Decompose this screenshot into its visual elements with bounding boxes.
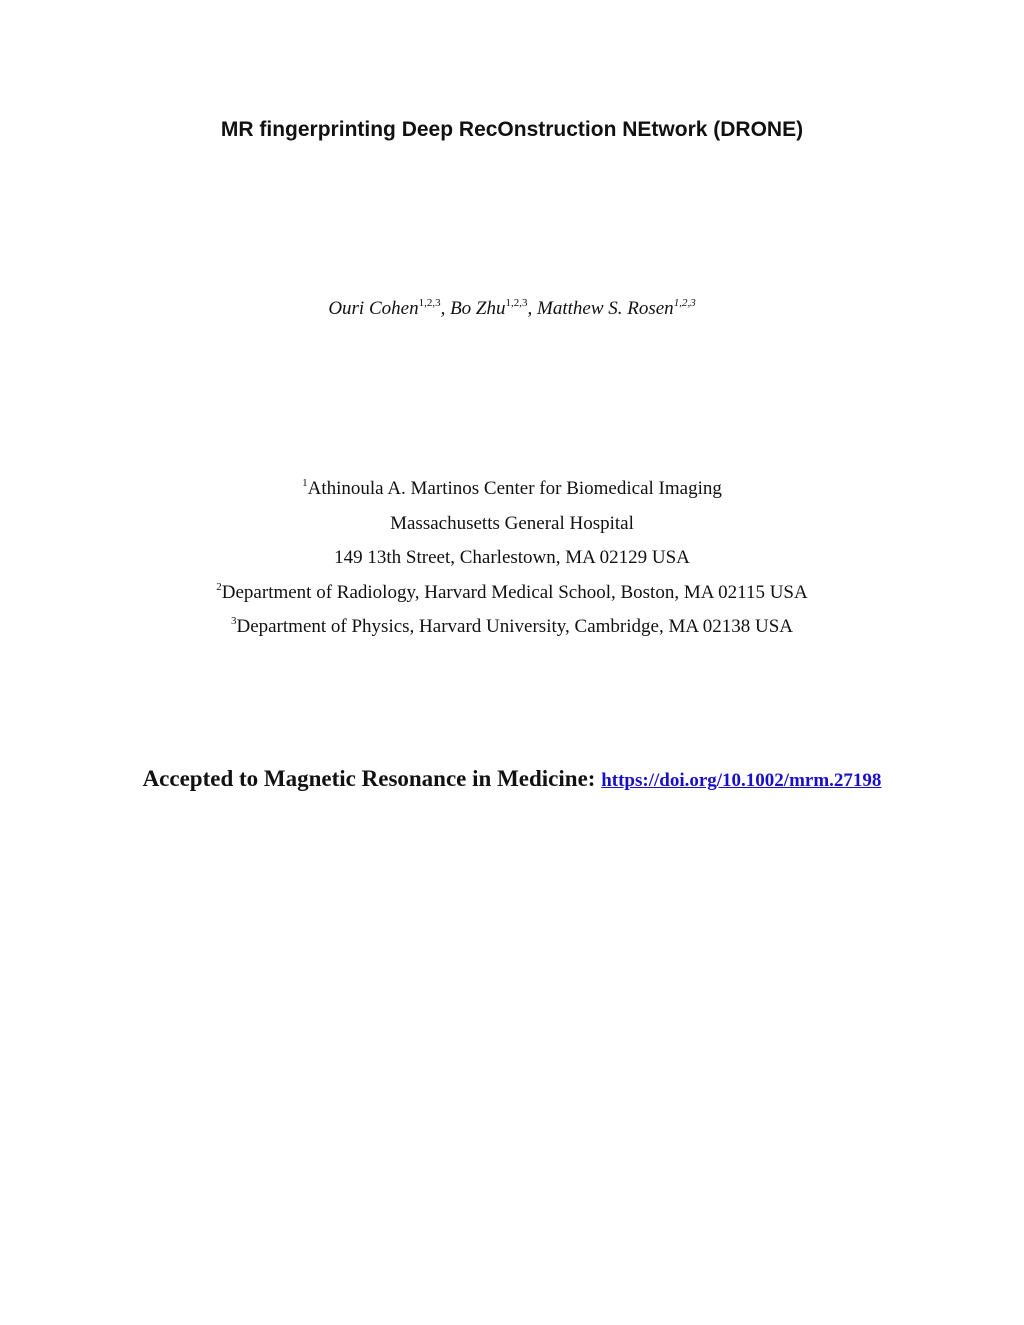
affiliation-text: Department of Physics, Harvard University, Cambridge, MA 02138 USA <box>236 616 794 637</box>
affiliation-line <box>0 614 1024 649</box>
affiliation-line <box>0 545 1024 580</box>
paper-title: MR fingerprinting Deep RecOnstruction NEtwork (DRONE) <box>220 118 804 141</box>
affiliation-text: Department of Radiology, Harvard Medical School, Boston, MA 02115 USA <box>221 581 808 603</box>
author-affiliation-marker: 1,2,3 <box>418 297 441 309</box>
affiliation-marker: 2 <box>216 580 222 593</box>
affiliation-text: 149 13th Street, Charlestown, MA 02129 USA <box>334 547 690 568</box>
affiliation-line <box>0 476 1024 511</box>
affiliation-text: Athinoula A. Martinos Center for Biomedical Imaging <box>307 478 722 499</box>
doi-link[interactable]: https://doi.org/10.1002/mrm.27198 <box>601 770 882 791</box>
author-separator: , <box>527 298 537 319</box>
acceptance-note <box>0 766 1024 792</box>
author-name: Matthew S. Rosen <box>537 298 674 319</box>
author-name: Bo Zhu <box>450 298 506 319</box>
author-affiliation-marker: 1,2,3 <box>505 297 528 309</box>
author-list <box>0 298 1024 320</box>
affiliation-line <box>0 580 1024 615</box>
affiliation-list <box>0 476 1024 649</box>
affiliation-marker: 3 <box>230 615 237 627</box>
author-affiliation-marker: 1,2,3 <box>673 297 696 309</box>
affiliation-text: Massachusetts General Hospital <box>390 512 634 534</box>
affiliation-line <box>0 511 1024 546</box>
author-name: Ouri Cohen <box>328 298 419 319</box>
affiliation-marker: 1 <box>302 477 308 489</box>
author-separator: , <box>440 298 451 319</box>
acceptance-label: Accepted to Magnetic Resonance in Medicine: <box>142 766 596 791</box>
